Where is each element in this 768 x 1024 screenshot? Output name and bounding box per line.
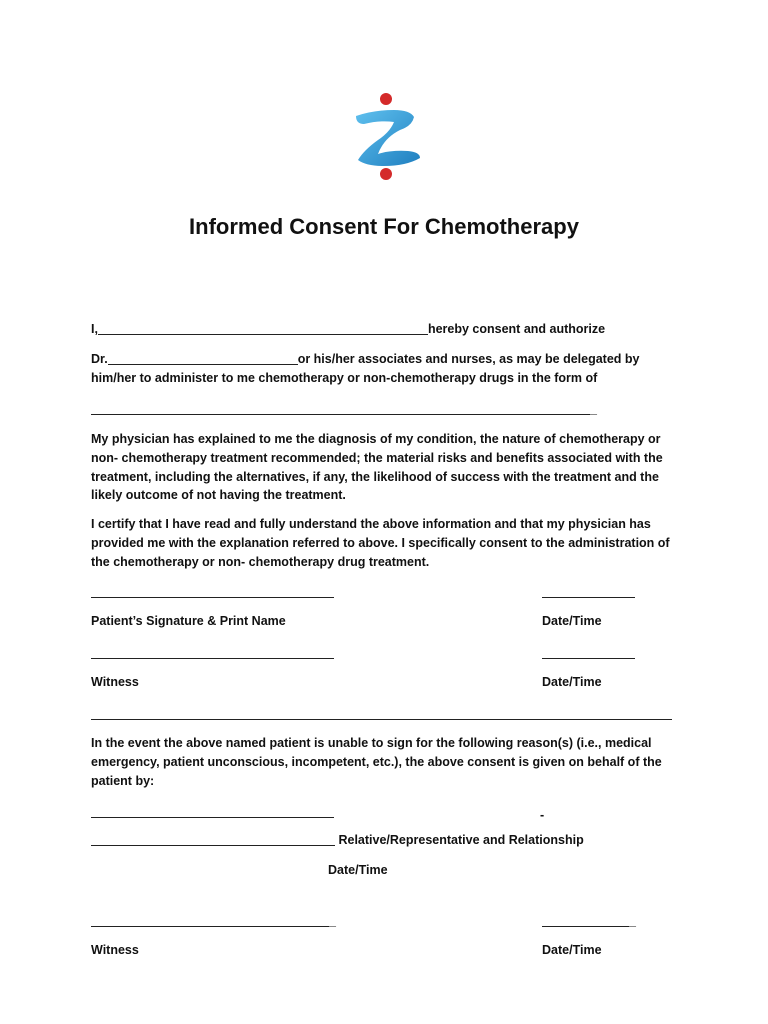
representative-relationship-line [91, 831, 584, 850]
patient-signature-line[interactable] [91, 597, 334, 598]
witness2-date-row [542, 912, 636, 931]
witness2-signature-row [91, 912, 336, 931]
representative-paragraph: In the event the above named patient is unable to sign for the following reason(s) (i.e., medical emergency, patient unconscious, incompetent, etc.), the above consent is given on behalf of the patient by: [91, 736, 662, 788]
drug-form-trailing-mark: _ [590, 402, 597, 416]
relationship-field[interactable] [91, 845, 335, 846]
witness2-date-field[interactable] [542, 926, 629, 927]
representative-signature-line[interactable] [91, 817, 334, 818]
representative-dash-mark: - [540, 808, 545, 822]
section-divider [91, 719, 672, 720]
witness-signature-line[interactable] [91, 658, 334, 659]
witness-date-line[interactable] [542, 658, 635, 659]
witness-label: Witness [91, 675, 139, 689]
witness2-date-label: Date/Time [542, 943, 602, 957]
explanation-paragraph: My physician has explained to me the diagnosis of my condition, the nature of chemotherapy or non- chemotherapy treatment recommended; the material risks and benefits associated with the treatment, including the alternatives, if any, the likelihood of success with the treatment and the likely outcome of not having the treatment. [91, 432, 663, 503]
document-title: Informed Consent For Chemotherapy [189, 214, 579, 239]
consent-prefix-i: I, [91, 322, 98, 336]
certification-paragraph: I certify that I have read and fully understand the above information and that my physician has provided me with the explanation referred to above. I specifically consent to the administration of the chemotherapy or non- chemotherapy drug treatment. [91, 517, 670, 569]
consent-line-doctor [91, 350, 640, 369]
relative-label: Relative/Representative and Relationship [338, 833, 584, 847]
consent-associates-text: or his/her associates and nurses, as may be delegated by [297, 352, 640, 366]
consent-prefix-dr: Dr. [91, 352, 108, 366]
patient-name-field[interactable] [98, 334, 428, 335]
witness2-trailing-mark: _ [329, 914, 336, 928]
consent-administer-text: him/her to administer to me chemotherapy or non-chemotherapy drugs in the form of [91, 371, 598, 385]
drug-form-field[interactable] [91, 414, 590, 415]
representative-date-label: Date/Time [328, 863, 388, 877]
witness-date-label: Date/Time [542, 675, 602, 689]
patient-date-label: Date/Time [542, 614, 602, 628]
witness2-signature-field[interactable] [91, 926, 329, 927]
patient-signature-label: Patient’s Signature & Print Name [91, 614, 286, 628]
medical-logo-icon [350, 90, 426, 182]
patient-date-line[interactable] [542, 597, 635, 598]
witness2-label: Witness [91, 943, 139, 957]
witness2-date-trailing-mark: _ [629, 914, 636, 928]
consent-line-patient [91, 320, 605, 339]
drug-form-line [91, 400, 597, 419]
consent-authorize-text: hereby consent and authorize [427, 322, 606, 336]
doctor-name-field[interactable] [108, 364, 298, 365]
